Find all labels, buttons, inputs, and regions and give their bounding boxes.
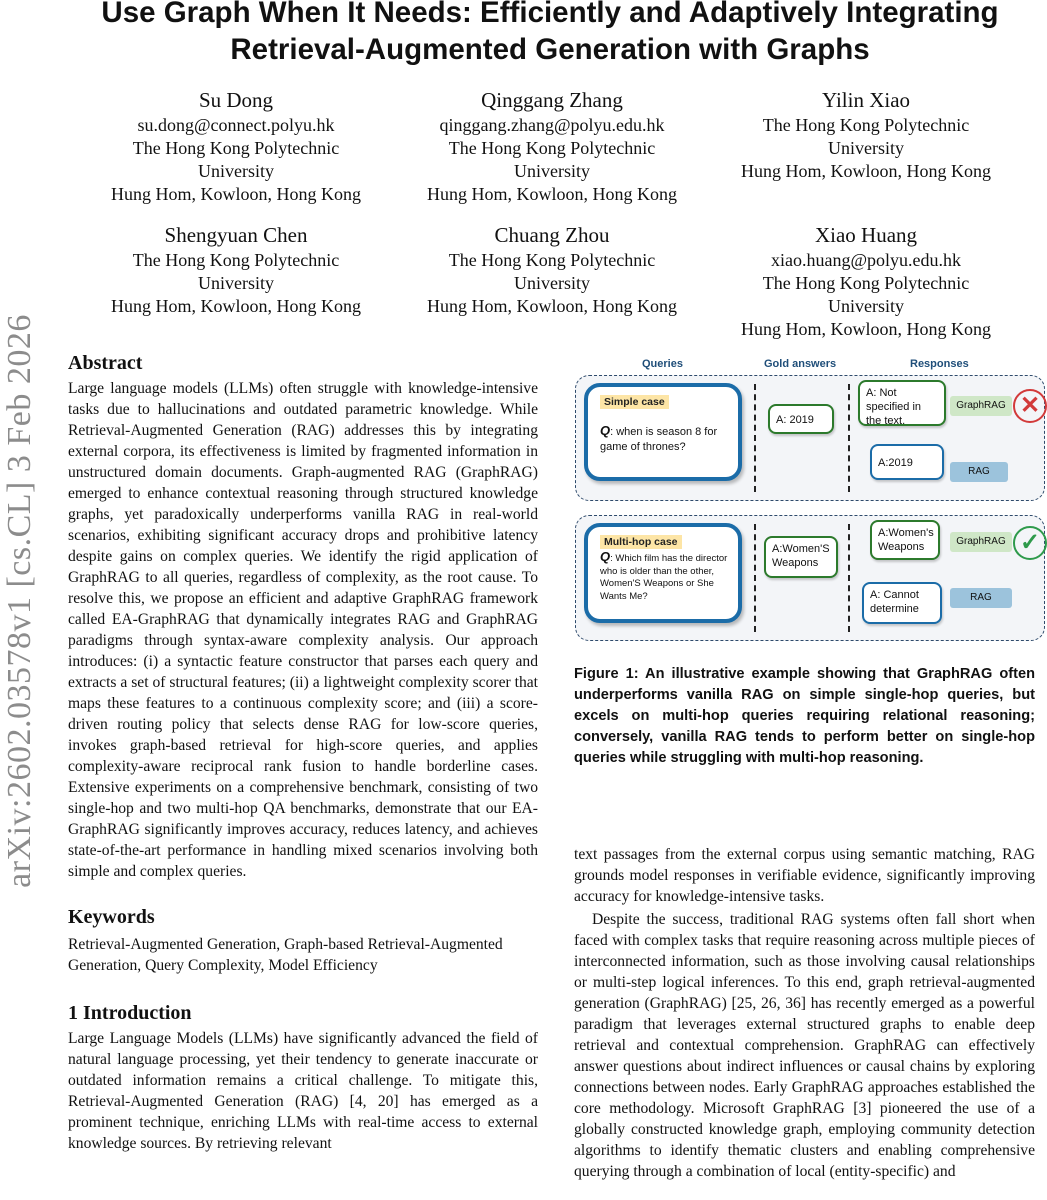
author-block <box>402 223 702 318</box>
author-affiliation: The Hong Kong Polytechnic <box>448 250 656 270</box>
question-bubble <box>584 523 742 623</box>
q-label: Q <box>600 549 611 564</box>
author-address: Hung Hom, Kowloon, Hong Kong <box>111 184 361 204</box>
author-name: Xiao Huang <box>814 223 918 247</box>
graphrag-label: GraphRAG <box>950 532 1012 552</box>
author-affiliation: The Hong Kong Polytechnic <box>132 138 340 158</box>
simple-case-panel <box>575 375 1045 501</box>
divider <box>754 524 756 632</box>
rag-answer-bubble: A: Cannot determine <box>862 582 942 624</box>
wrong-mark-icon <box>1013 389 1047 423</box>
arxiv-id: arXiv:2602.03578v1 [cs.CL] 3 Feb 2026 <box>1 314 38 888</box>
arxiv-stamp <box>0 276 40 926</box>
introduction-heading: 1 Introduction <box>68 1002 192 1024</box>
graphrag-answer-bubble: A:Women's Weapons <box>870 520 940 560</box>
multihop-case-panel <box>575 515 1045 641</box>
figure-col-gold: Gold answers <box>764 358 837 370</box>
author-block <box>86 88 386 206</box>
author-name: Shengyuan Chen <box>164 223 308 247</box>
figure-caption: Figure 1: An illustrative example showing that GraphRAG often underperforms vanilla RAG on simple single-hop queries, but excels on multi-hop queries requiring relational reasoning; conversely, vanilla RAG tends to perform better on single-hop queries while struggling with multi-hop reasoning. <box>574 666 1035 766</box>
author-address: Hung Hom, Kowloon, Hong Kong <box>427 296 677 316</box>
author-affiliation: The Hong Kong Polytechnic <box>448 138 656 158</box>
divider <box>754 384 756 492</box>
wrong-mark: ✕ <box>1019 392 1041 419</box>
question-text <box>600 423 730 455</box>
author-affiliation: University <box>514 273 590 293</box>
author-address: Hung Hom, Kowloon, Hong Kong <box>427 184 677 204</box>
question-text <box>600 551 730 603</box>
abstract-text: Large language models (LLMs) often struggle with knowledge-intensive tasks due to hallucinations and outdated parametric knowledge. While Retrieval-Augmented Generation (RAG) addresses this by integrating external corpora, its effectiveness is limited by fragmented information in unstructured domain documents. Graph-augmented RAG (GraphRAG) emerged to enhance contextual reasoning through structured knowledge graphs, yet paradoxically underperforms vanilla RAG in real-world scenarios, exhibiting significant accuracy drops and prohibitive latency despite gains on complex queries. We identify the rigid application of GraphRAG to all queries, regardless of complexity, as the root cause. To resolve this, we propose an efficient and adaptive GraphRAG framework called EA-GraphRAG that dynamically integrates RAG and GraphRAG paradigms through syntax-aware complexity analysis. Our approach introduces: (i) a syntactic feature constructor that parses each query and extracts a set of structural features; (ii) a lightweight complexity scorer that maps these features to a continuous complexity score; and (iii) a score-driven routing policy that selects dense RAG for low-score queries, invokes graph-based retrieval for high-score queries, and applies complexity-aware reciprocal rank fusion to handle borderline cases. Extensive experiments on a comprehensive benchmark, consisting of two single-hop and two multi-hop QA benchmarks, demonstrate that our EA-GraphRAG significantly improves accuracy, reduces latency, and achieves state-of-the-art performance in handling mixed scenarios involving both simple and complex queries. <box>68 380 538 880</box>
case-tag: Multi-hop case <box>600 535 682 549</box>
keywords-text: Retrieval-Augmented Generation, Graph-based Retrieval-Augmented Generation, Query Complexity, Model Efficiency <box>68 936 503 974</box>
author-affiliation: University <box>828 296 904 316</box>
check-mark-icon <box>1013 526 1047 560</box>
right-column <box>574 844 1035 1182</box>
rag-label: RAG <box>950 462 1008 482</box>
author-block <box>716 223 1016 341</box>
case-tag: Simple case <box>600 395 669 409</box>
paper-title: Use Graph When It Needs: Efficiently and Adaptively Integrating Retrieval-Augmented Generation with Graphs <box>101 0 999 66</box>
introduction-text-left: Large Language Models (LLMs) have significantly advanced the field of natural language processing, yet their tendency to generate inaccurate or outdated information remains a critical challenge. To mitigate this, Retrieval-Augmented Generation (RAG) [4, 20] has emerged as a prominent technique, enriching LLMs with real-time access to external knowledge sources. By retrieving relevant <box>68 1030 538 1152</box>
figure-col-responses: Responses <box>910 358 969 370</box>
q-label: Q <box>600 423 611 438</box>
author-name: Chuang Zhou <box>494 223 610 247</box>
left-column <box>68 350 538 1154</box>
author-email: su.dong@connect.polyu.hk <box>137 115 335 135</box>
author-name: Qinggang Zhang <box>481 88 623 112</box>
question: : Which film has the director who is older than the other, Women'S Weapons or She Wants Me? <box>600 553 728 602</box>
author-affiliation: University <box>198 161 274 181</box>
rag-label: RAG <box>950 588 1012 608</box>
author-affiliation: University <box>828 138 904 158</box>
author-affiliation: The Hong Kong Polytechnic <box>762 115 970 135</box>
author-affiliation: University <box>198 273 274 293</box>
figure-col-queries: Queries <box>642 358 683 370</box>
author-email: qinggang.zhang@polyu.edu.hk <box>439 115 665 135</box>
introduction-text-right-2: Despite the success, traditional RAG systems often fall short when faced with complex tasks that require reasoning across multiple pieces of interconnected information, such as those involving causal relationships or multi-step logical inferences. To this end, graph retrieval-augmented generation (GraphRAG) [25, 26, 36] has recently emerged as a powerful paradigm that leverages external structured graphs to enable deep retrieval and contextual comprehension. GraphRAG can effectively answer questions about indirect influences or causal chains by exploring connections between nodes. Early GraphRAG approaches established the core methodology. Microsoft GraphRAG [3] pioneered the use of a globally constructed knowledge graph, employing community detection algorithms to identify thematic clusters and enabling comprehensive querying through a combination of local (entity-specific) and <box>574 911 1035 1180</box>
keywords-heading: Keywords <box>68 906 155 928</box>
author-block <box>716 88 1016 183</box>
check-mark: ✓ <box>1019 529 1041 556</box>
gold-answer-bubble: A:Women'S Weapons <box>764 536 838 578</box>
author-name: Yilin Xiao <box>821 88 911 112</box>
figure-1 <box>572 356 1047 646</box>
abstract-heading: Abstract <box>68 352 143 374</box>
author-block <box>86 223 386 318</box>
question-bubble <box>584 383 742 481</box>
introduction-text-right-1: text passages from the external corpus using semantic matching, RAG grounds model responses in verifiable evidence, significantly improving accuracy for knowledge-intensive tasks. <box>574 846 1035 905</box>
question: : when is season 8 for game of thrones? <box>600 426 718 453</box>
author-address: Hung Hom, Kowloon, Hong Kong <box>111 296 361 316</box>
author-name: Su Dong <box>198 88 274 112</box>
author-email: xiao.huang@polyu.edu.hk <box>770 250 962 270</box>
author-block <box>402 88 702 206</box>
author-affiliation: The Hong Kong Polytechnic <box>762 273 970 293</box>
divider <box>848 524 850 632</box>
graphrag-answer-bubble: A: Not specified in the text. <box>858 380 946 426</box>
author-affiliation: University <box>514 161 590 181</box>
author-affiliation: The Hong Kong Polytechnic <box>132 250 340 270</box>
divider <box>848 384 850 492</box>
rag-answer-bubble: A:2019 <box>870 444 944 480</box>
author-address: Hung Hom, Kowloon, Hong Kong <box>741 319 991 339</box>
graphrag-label: GraphRAG <box>950 396 1012 416</box>
author-address: Hung Hom, Kowloon, Hong Kong <box>741 161 991 181</box>
gold-answer-bubble: A: 2019 <box>768 404 834 434</box>
